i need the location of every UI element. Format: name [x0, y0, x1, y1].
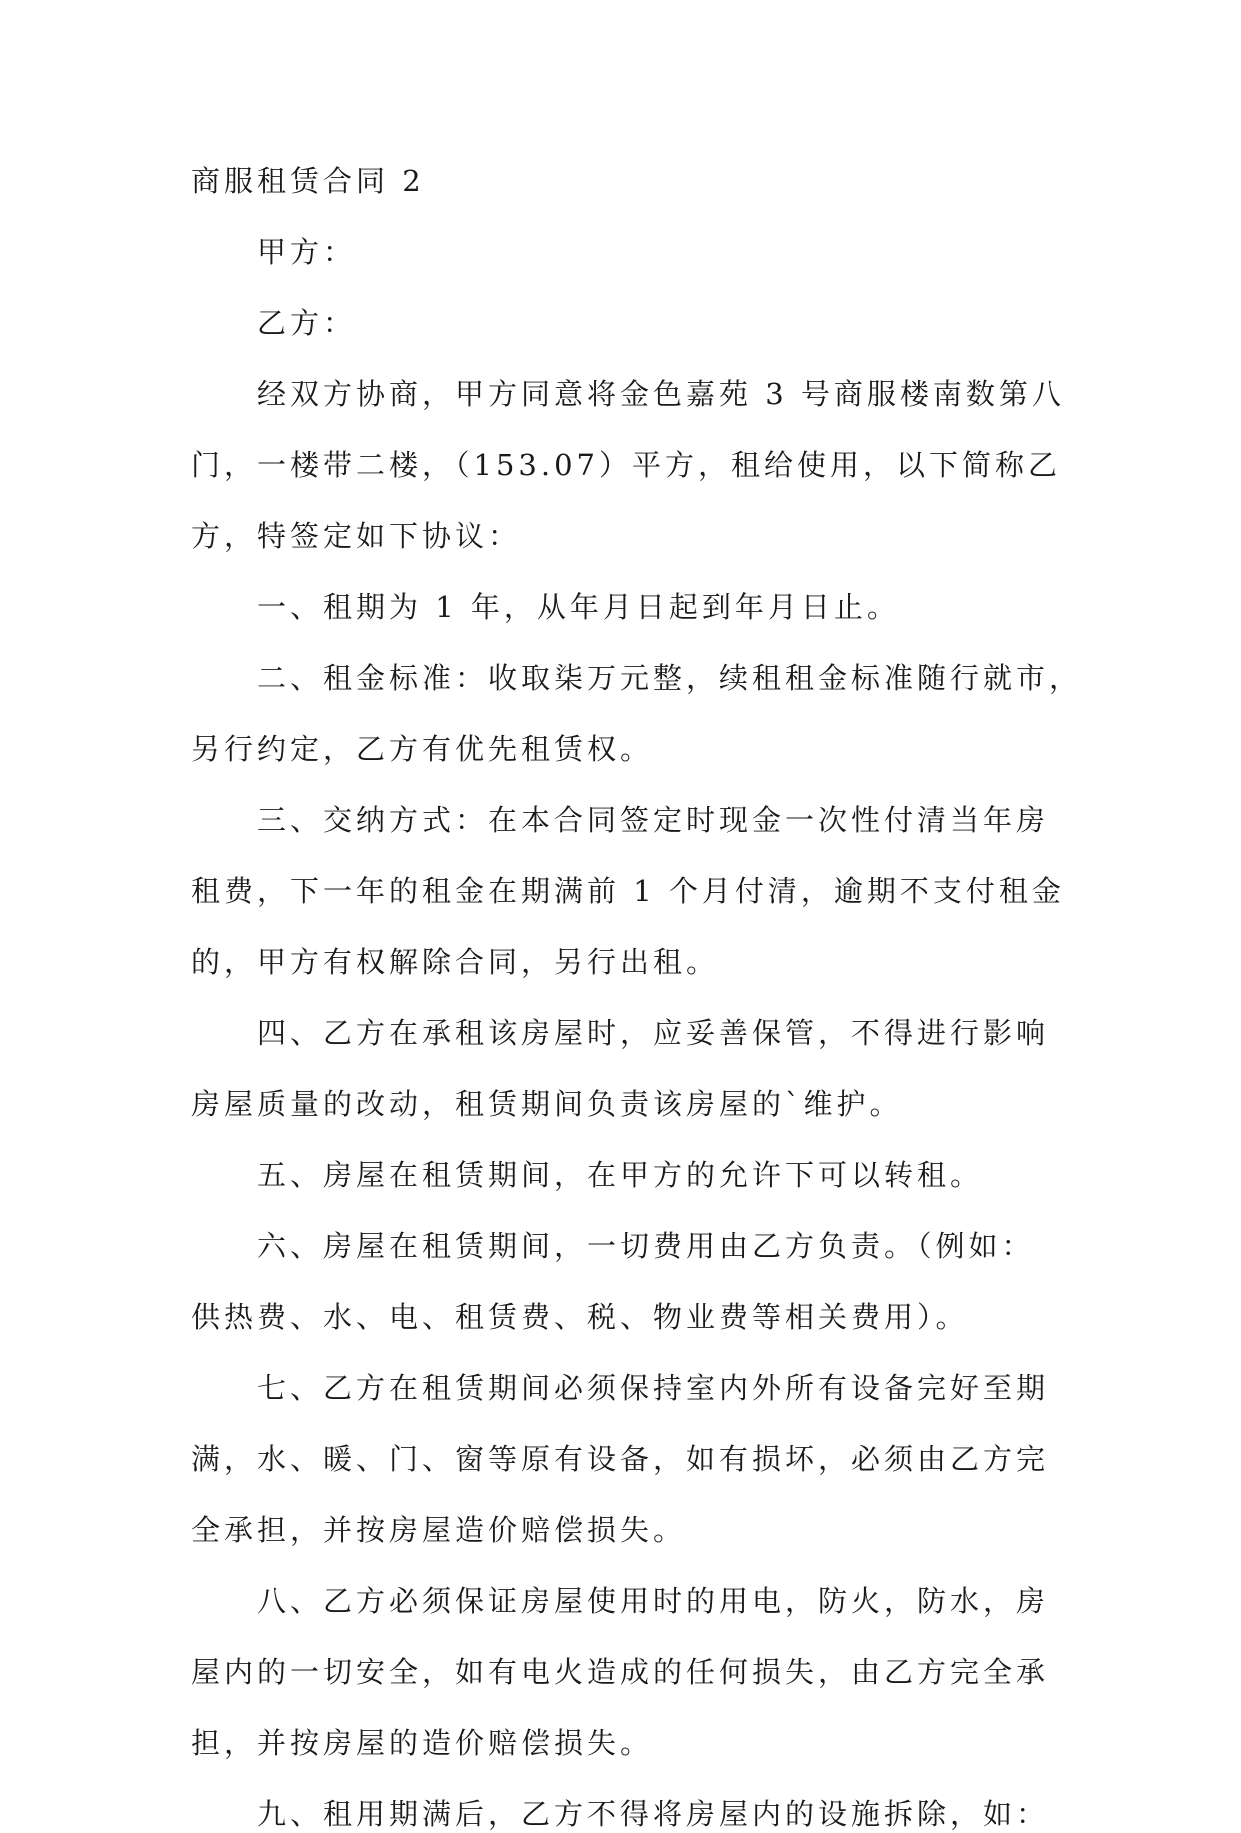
- paragraph-first-line: 五、房屋在租赁期间，在甲方的允许下可以转租。: [257, 1158, 984, 1192]
- paragraph-line: 的，甲方有权解除合同，另行出租。: [191, 945, 720, 979]
- paragraph-gap: [191, 1194, 1051, 1227]
- paragraph-line: 方，特签定如下协议：: [191, 519, 522, 553]
- paragraph-line: 全承担，并按房屋造价赔偿损失。: [191, 1513, 687, 1547]
- paragraph-first-line: 经双方协商，甲方同意将金色嘉苑 3 号商服楼南数第八: [257, 377, 1065, 411]
- paragraph: [191, 1795, 1051, 1833]
- paragraph: [191, 1227, 1051, 1336]
- paragraph-gap: [191, 1336, 1051, 1369]
- paragraph-first-line: 八、乙方必须保证房屋使用时的用电，防火，防水，房: [257, 1584, 1050, 1618]
- paragraph-line: 满，水、暖、门、窗等原有设备，如有损坏，必须由乙方完: [191, 1442, 1050, 1476]
- paragraph-first-line: 七、乙方在租赁期间必须保持室内外所有设备完好至期: [257, 1371, 1050, 1405]
- paragraph-first-line: 甲方：: [257, 235, 357, 269]
- paragraph: [191, 1014, 1051, 1123]
- paragraph-line: 租费，下一年的租金在期满前 1 个月付清，逾期不支付租金: [191, 874, 1065, 908]
- paragraph-line: 担，并按房屋的造价赔偿损失。: [191, 1726, 654, 1760]
- paragraph: [191, 801, 1065, 981]
- paragraph-first-line: 四、乙方在承租该房屋时，应妥善保管，不得进行影响: [257, 1016, 1050, 1050]
- document-body: [191, 162, 1083, 1833]
- paragraph: [191, 304, 1051, 342]
- paragraph-first-line: 六、房屋在租赁期间，一切费用由乙方负责。（例如：: [257, 1229, 1035, 1263]
- paragraph-list: [191, 200, 1083, 1833]
- paragraph-gap: [191, 342, 1051, 375]
- paragraph: [191, 588, 1051, 626]
- paragraph: [191, 1369, 1051, 1549]
- paragraph-line: 门，一楼带二楼，（153.07）平方，租给使用，以下简称乙: [191, 448, 1061, 482]
- paragraph-line: 屋内的一切安全，如有电火造成的任何损失，由乙方完全承: [191, 1655, 1050, 1689]
- paragraph-gap: [191, 200, 1051, 233]
- paragraph-line: 房屋质量的改动，租赁期间负责该房屋的`维护。: [191, 1087, 903, 1121]
- paragraph-first-line: 二、租金标准：收取柒万元整，续租租金标准随行就市，: [257, 661, 1083, 695]
- paragraph-gap: [191, 1762, 1051, 1795]
- paragraph-gap: [191, 768, 1051, 801]
- paragraph-first-line: 一、租期为 1 年，从年月日起到年月日止。: [257, 590, 900, 624]
- paragraph-gap: [191, 271, 1051, 304]
- paragraph-line: 另行约定，乙方有优先租赁权。: [191, 732, 654, 766]
- paragraph: [191, 1156, 1051, 1194]
- paragraph: [191, 1582, 1051, 1762]
- paragraph-gap: [191, 1549, 1051, 1582]
- paragraph-first-line: 九、租用期满后，乙方不得将房屋内的设施拆除，如：: [257, 1797, 1050, 1831]
- paragraph-first-line: 三、交纳方式：在本合同签定时现金一次性付清当年房: [257, 803, 1050, 837]
- paragraph: [191, 375, 1065, 555]
- paragraph: [191, 659, 1083, 768]
- paragraph: [191, 233, 1051, 271]
- paragraph-gap: [191, 981, 1051, 1014]
- paragraph-line: 供热费、水、电、租赁费、税、物业费等相关费用）。: [191, 1300, 969, 1334]
- paragraph-first-line: 乙方：: [257, 306, 357, 340]
- paragraph-gap: [191, 626, 1051, 659]
- document-title: 商服租赁合同 2: [191, 164, 425, 198]
- paragraph-gap: [191, 1123, 1051, 1156]
- paragraph-gap: [191, 555, 1051, 588]
